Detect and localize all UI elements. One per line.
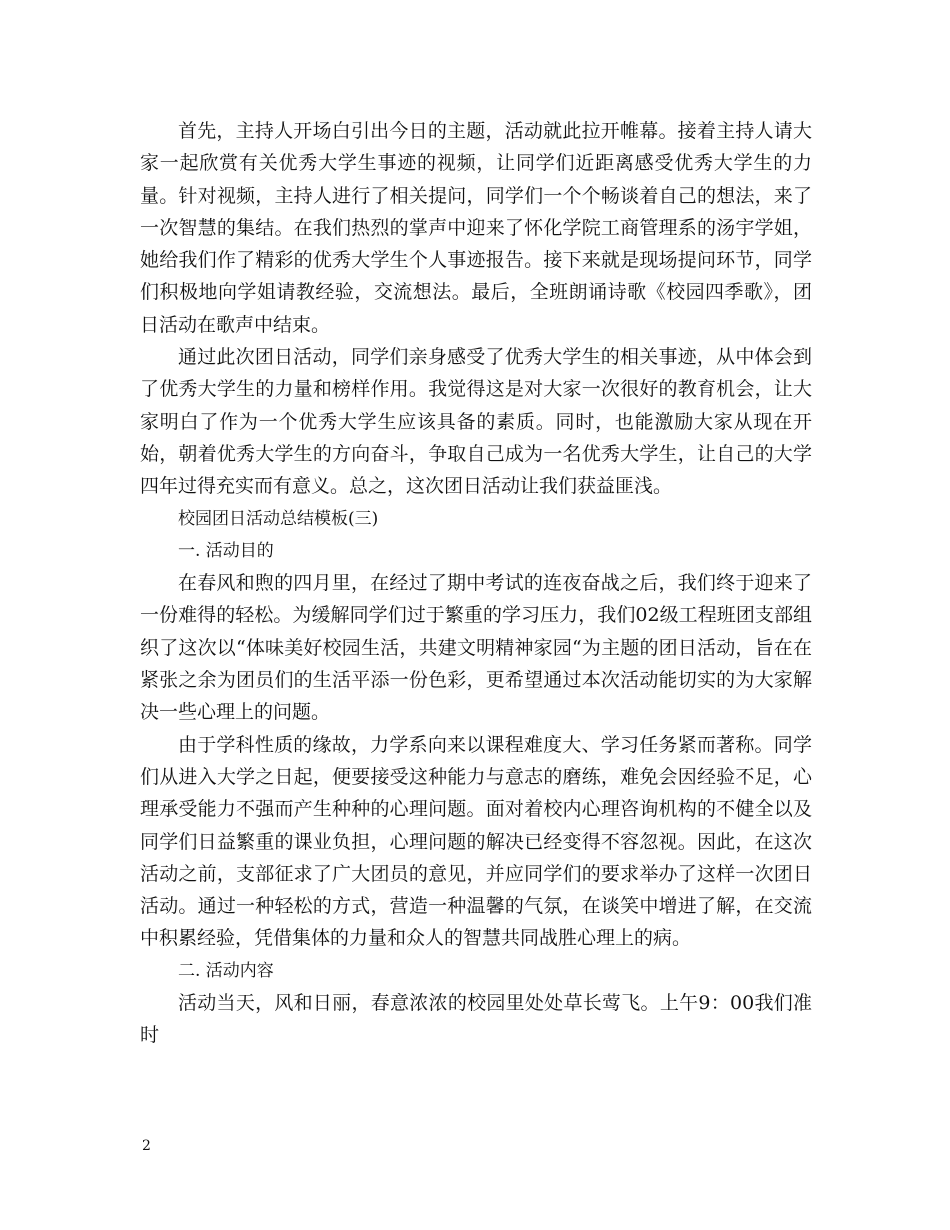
- document-body: [140, 115, 812, 1052]
- page-number: 2: [142, 1138, 151, 1154]
- paragraph-content-start: 活动当天，风和日丽，春意浓浓的校园里处处草长莺飞。上午9：00我们准时: [140, 992, 812, 1047]
- heading-activity-content: 二. 活动内容: [178, 960, 274, 981]
- paragraph-purpose-reason: 由于学科性质的缘故，力学系向来以课程难度大、学习任务紧而著称。同学们从进入大学之日起，便要接受这种能力与意志的磨练，难免会因经验不足，心理承受能力不强而产生种种的心理问题。面对着校内心理咨询机构的不健全以及同学们日益繁重的课业负担，心理问题的解决已经变得不容忽视。因此，在这次活动之前，支部征求了广大团员的意见，并应同学们的要求举办了这样一次团日活动。通过一种轻松的方式，营造一种温馨的气氛，在谈笑中增进了解，在交流中积累经验，凭借集体的力量和众人的智慧共同战胜心理上的病。: [140, 733, 812, 950]
- paragraph-opening: 首先，主持人开场白引出今日的主题，活动就此拉开帷幕。接着主持人请大家一起欣赏有关优秀大学生事迹的视频，让同学们近距离感受优秀大学生的力量。针对视频，主持人进行了相关提问，同学们一个个畅谈着自己的想法，来了一次智慧的集结。在我们热烈的掌声中迎来了怀化学院工商管理系的汤宇学姐，她给我们作了精彩的优秀大学生个人事迹报告。接下来就是现场提问环节，同学们积极地向学姐请教经验，交流想法。最后，全班朗诵诗歌《校园四季歌》，团日活动在歌声中结束。: [140, 120, 812, 336]
- paragraph-purpose-intro: 在春风和煦的四月里，在经过了期中考试的连夜奋战之后，我们终于迎来了一份难得的轻松。为缓解同学们过于繁重的学习压力，我们02级工程班团支部组织了这次以“体味美好校园生活，共建文明精神家园“为主题的团日活动，旨在在紧张之余为团员们的生活平添一份色彩，更希望通过本次活动能切实的为大家解决一些心理上的问题。: [140, 572, 812, 724]
- paragraph-reflection: 通过此次团日活动，同学们亲身感受了优秀大学生的相关事迹，从中体会到了优秀大学生的力量和榜样作用。我觉得这是对大家一次很好的教育机会，让大家明白了作为一个优秀大学生应该具备的素质。同时，也能激励大家从现在开始，朝着优秀大学生的方向奋斗，争取自己成为一名优秀大学生，让自己的大学四年过得充实而有意义。总之，这次团日活动让我们获益匪浅。: [140, 346, 812, 498]
- heading-activity-purpose: 一. 活动目的: [178, 540, 274, 561]
- section-title: 校园团日活动总结模板(三): [178, 508, 379, 529]
